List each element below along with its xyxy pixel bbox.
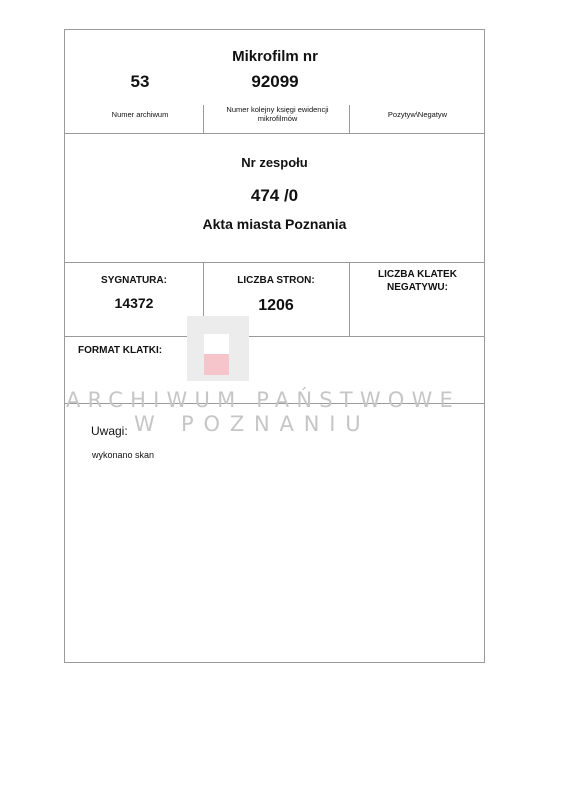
signature-value: 14372 [114, 295, 154, 311]
frame-format-label: FORMAT KLATKI: [78, 345, 163, 356]
negative-frames-label: LICZBA KLATEK NEGATYWU: [378, 269, 457, 293]
positive-negative-label: Pozytyw\Negatyw [387, 110, 448, 119]
fonds-number-label: Nr zespołu [241, 155, 308, 170]
pages-value: 1206 [258, 297, 294, 314]
microfilm-title: Mikrofilm nr [232, 48, 318, 65]
archive-logo-watermark [187, 316, 249, 381]
fonds-number: 474 /0 [250, 186, 299, 205]
remarks-text: wykonano skan [92, 450, 155, 460]
archive-number: 53 [130, 72, 150, 91]
ledger-number-label: Numer kolejny księgi ewidencji mikrofilmów [226, 105, 329, 123]
divider-fonds [65, 262, 484, 263]
logo-white-field [204, 334, 229, 354]
logo-red-field [204, 354, 229, 375]
remarks-label: Uwagi: [91, 424, 128, 438]
archive-number-label: Numer archiwum [111, 110, 169, 119]
watermark-line-1: ARCHIWUM PAŃSTWOWE [66, 388, 460, 412]
microfilm-card [64, 29, 485, 663]
divider-stats [65, 336, 484, 337]
divider-header [65, 133, 484, 134]
microfilm-number: 92099 [251, 72, 299, 91]
watermark-line-2: W POZNANIU [134, 412, 371, 436]
pages-label: LICZBA STRON: [237, 275, 315, 286]
signature-label: SYGNATURA: [101, 275, 167, 286]
fonds-name: Akta miasta Poznania [202, 216, 347, 232]
